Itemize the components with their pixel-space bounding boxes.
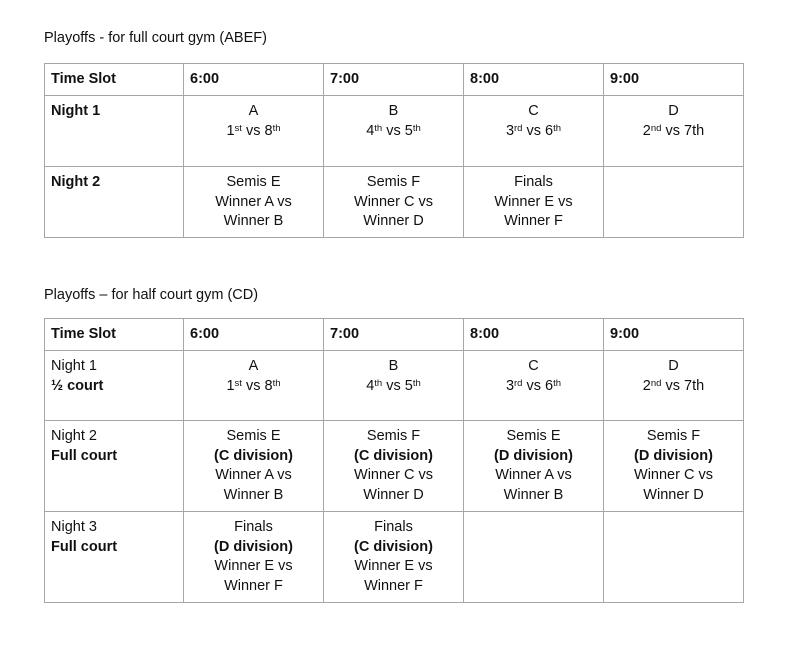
game-cell [604, 96, 744, 167]
game-line: Winner D [643, 486, 704, 503]
game-letter: A [248, 358, 259, 374]
game-line: Winner E vs [494, 193, 573, 210]
matchup: 2nd vs 7th [642, 122, 705, 139]
court-label: Full court [51, 447, 118, 464]
division-label: (C division) [354, 538, 433, 555]
game-letter: A [248, 103, 259, 119]
row-label: Night 2 [45, 167, 184, 238]
game-line: Winner B [503, 486, 564, 503]
half-court-heading: Playoffs – for half court gym (CD) [44, 287, 259, 303]
game-title: Finals [234, 519, 273, 535]
game-letter: B [388, 103, 399, 119]
matchup: 2nd vs 7th [642, 377, 705, 394]
header-9-00: 9:00 [604, 64, 744, 96]
game-line: Winner B [223, 486, 284, 503]
game-line: Winner E vs [354, 558, 433, 574]
game-line: Winner C vs [634, 467, 713, 483]
game-title: Finals [514, 174, 553, 190]
header-8-00: 8:00 [464, 319, 604, 351]
night-label: Night 2 [51, 428, 97, 444]
game-line: Winner B [223, 213, 284, 229]
game-cell [324, 351, 464, 421]
game-cell [324, 421, 464, 512]
night-2-row [45, 167, 744, 238]
night-1-row [45, 351, 744, 421]
game-cell [324, 512, 464, 603]
game-line: Winner F [364, 577, 423, 594]
game-letter: C [528, 103, 539, 119]
header-8-00: 8:00 [464, 64, 604, 96]
game-cell [324, 96, 464, 167]
empty-cell [604, 167, 744, 238]
game-letter: C [528, 358, 539, 374]
matchup: 1st vs 8th [226, 377, 281, 394]
matchup: 4th vs 5th [366, 122, 421, 139]
game-line: Winner F [224, 577, 283, 594]
matchup: 3rd vs 6th [505, 377, 562, 394]
division-label: (C division) [354, 447, 433, 464]
full-court-heading: Playoffs - for full court gym (ABEF) [44, 30, 267, 46]
game-line: Winner C vs [354, 467, 433, 483]
header-time-slot: Time Slot [45, 319, 184, 351]
game-cell [464, 167, 604, 238]
header-6-00: 6:00 [184, 64, 324, 96]
header-7-00: 7:00 [324, 319, 464, 351]
game-cell [604, 421, 744, 512]
header-7-00: 7:00 [324, 64, 464, 96]
game-title: Semis F [366, 428, 421, 444]
matchup: 4th vs 5th [366, 377, 421, 394]
empty-cell [464, 512, 604, 603]
game-cell [184, 512, 324, 603]
header-time-slot: Time Slot [45, 64, 184, 96]
game-line: Winner A vs [215, 467, 292, 483]
game-title: Semis E [226, 174, 281, 190]
game-line: Winner E vs [214, 558, 293, 574]
game-line: Winner C vs [354, 193, 433, 210]
game-cell [184, 421, 324, 512]
game-letter: D [668, 103, 679, 119]
night-1-row [45, 96, 744, 167]
full-court-schedule-table [44, 63, 744, 238]
division-label: (D division) [494, 447, 573, 464]
row-label [45, 421, 184, 512]
header-row [45, 319, 744, 351]
night-label: Night 3 [51, 519, 97, 535]
game-cell [184, 351, 324, 421]
game-line: Winner D [363, 213, 424, 229]
header-9-00: 9:00 [604, 319, 744, 351]
game-cell [184, 167, 324, 238]
division-label: (C division) [214, 447, 293, 464]
game-letter: D [668, 358, 679, 374]
row-label [45, 512, 184, 603]
game-cell [324, 167, 464, 238]
game-line: Winner F [504, 213, 563, 229]
game-title: Semis E [506, 428, 561, 444]
game-title: Semis F [646, 428, 701, 444]
division-label: (D division) [634, 447, 713, 464]
game-line: Winner A vs [215, 193, 292, 210]
night-label: Night 1 [51, 358, 97, 374]
matchup: 1st vs 8th [226, 122, 281, 139]
game-cell [464, 421, 604, 512]
game-cell [464, 351, 604, 421]
matchup: 3rd vs 6th [505, 122, 562, 139]
game-title: Finals [374, 519, 413, 535]
game-letter: B [388, 358, 399, 374]
division-label: (D division) [214, 538, 293, 555]
header-row [45, 64, 744, 96]
game-line: Winner A vs [495, 467, 572, 483]
row-label: Night 1 [45, 96, 184, 167]
header-6-00: 6:00 [184, 319, 324, 351]
game-title: Semis E [226, 428, 281, 444]
game-cell [464, 96, 604, 167]
court-label: Full court [51, 538, 118, 555]
game-line: Winner D [363, 486, 424, 503]
game-cell [604, 351, 744, 421]
court-label: ½ court [51, 377, 104, 394]
night-2-row [45, 421, 744, 512]
game-cell [184, 96, 324, 167]
half-court-schedule-table [44, 318, 744, 603]
row-label [45, 351, 184, 421]
empty-cell [604, 512, 744, 603]
game-title: Semis F [366, 174, 421, 190]
night-3-row [45, 512, 744, 603]
